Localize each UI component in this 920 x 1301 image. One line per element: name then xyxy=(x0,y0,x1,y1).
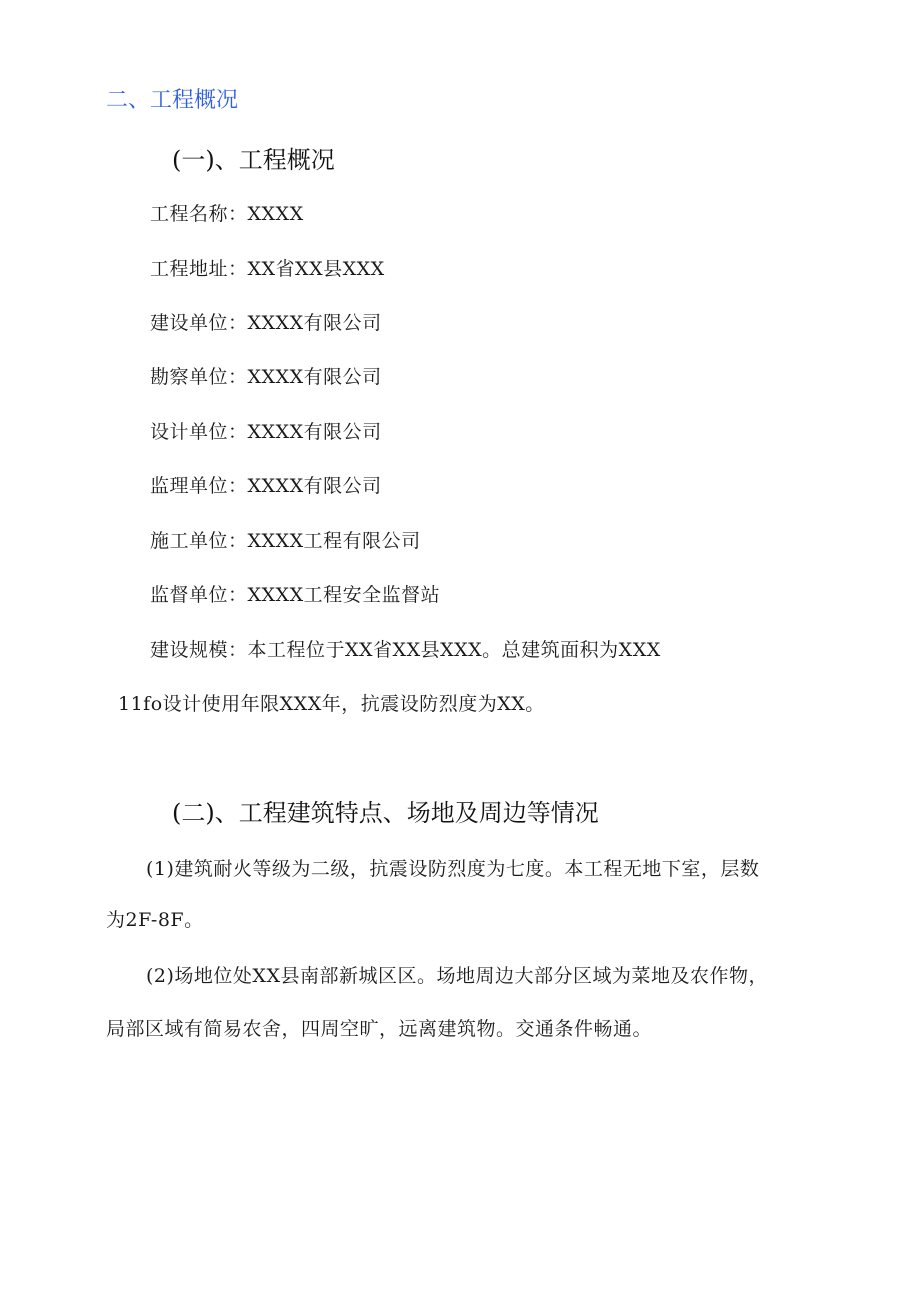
survey-unit-line: 勘察单位：XXXX有限公司 xyxy=(150,366,382,388)
subsection-heading-site: (二)、工程建筑特点、场地及周边等情况 xyxy=(172,799,599,827)
oversight-unit-line: 监督单位：XXXX工程安全监督站 xyxy=(150,584,441,606)
paragraph-2-line-1: (2)场地位处XX县南部新城区区。场地周边大部分区域为菜地及农作物， xyxy=(146,965,768,987)
scale-line-2: 11fo设计使用年限XXX年，抗震设防烈度为XX。 xyxy=(118,693,545,715)
paragraph-2-line-2: 局部区域有简易农舍，四周空旷，远离建筑物。交通条件畅通。 xyxy=(106,1018,653,1040)
scale-line-1: 建设规模：本工程位于XX省XX县XXX。总建筑面积为XXX xyxy=(150,639,661,661)
construction-unit-line: 建设单位：XXXX有限公司 xyxy=(150,312,382,334)
project-name-line: 工程名称：XXXX xyxy=(150,203,304,225)
supervision-unit-line: 监理单位：XXXX有限公司 xyxy=(150,475,382,497)
section-heading: 二、工程概况 xyxy=(106,88,239,113)
design-unit-line: 设计单位：XXXX有限公司 xyxy=(150,421,382,443)
paragraph-1-line-1: (1)建筑耐火等级为二级，抗震设防烈度为七度。本工程无地下室，层数 xyxy=(146,858,760,880)
builder-unit-line: 施工单位：XXXX工程有限公司 xyxy=(150,530,421,552)
paragraph-1-line-2: 为2F-8F。 xyxy=(106,909,204,931)
project-address-line: 工程地址：XX省XX县XXX xyxy=(150,258,385,280)
subsection-heading-overview: (一)、工程概况 xyxy=(172,146,335,174)
